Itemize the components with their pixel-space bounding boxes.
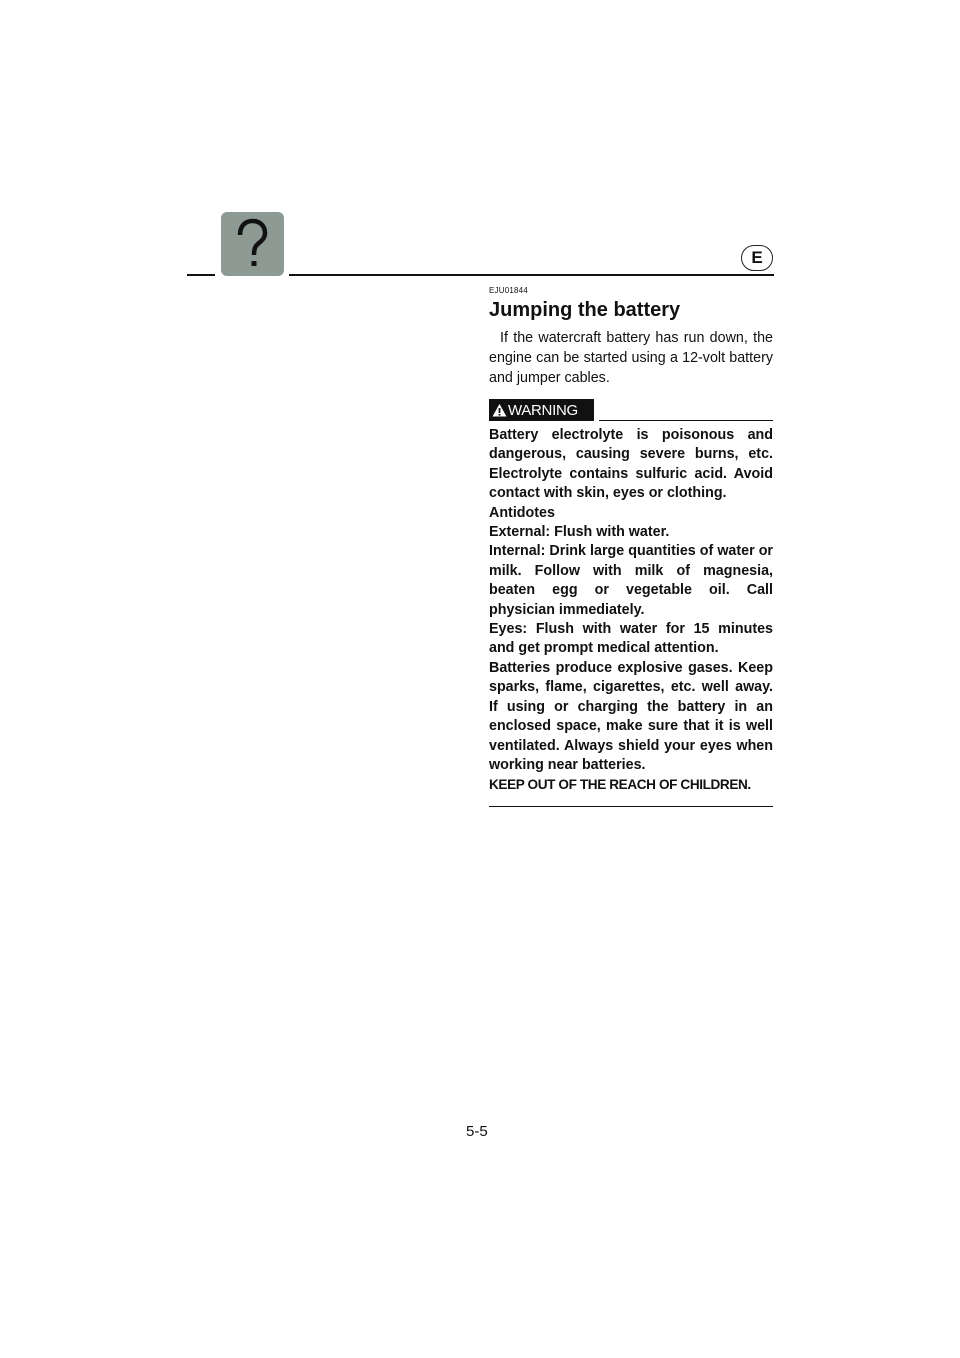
header-rule-right: [289, 274, 774, 276]
warning-line: Batteries produce explosive gases. Keep sparks, flame, cigarettes, etc. well away. If using or charging the battery in an enclosed space, make sure that it is well ventilated. Always shield your eyes when working near batteries.: [489, 659, 773, 773]
warning-line: External: Flush with water.: [489, 524, 670, 541]
warning-line: Battery electrolyte is poisonous and dangerous, causing severe burns, etc. Electrolyte contains sulfuric acid. Avoid contact with skin, eyes or clothing.: [489, 427, 773, 502]
warning-header: [489, 399, 773, 421]
warning-line: Eyes: Flush with water for 15 minutes and get prompt medical attention.: [489, 621, 773, 657]
warning-rule: [599, 420, 773, 421]
question-mark-icon: [221, 212, 284, 276]
warning-label-text: WARNING: [508, 401, 578, 419]
header-rule-left: [187, 274, 215, 276]
warning-triangle-icon: [492, 403, 507, 417]
section-content: [489, 286, 773, 807]
page-number: 5-5: [466, 1123, 488, 1140]
language-badge: [741, 245, 773, 271]
intro-paragraph: If the watercraft battery has run down, the engine can be started using a 12-volt battery and jumper cables.: [489, 330, 773, 386]
warning-bottom-rule: [489, 806, 773, 807]
warning-line: Antidotes: [489, 504, 555, 521]
language-label: E: [751, 248, 763, 267]
warning-label: [489, 399, 594, 421]
section-code: EJU01844: [489, 286, 528, 295]
warning-line: Internal: Drink large quantities of water or milk. Follow with milk of magnesia, beaten egg or vegetable oil. Call physician immediately.: [489, 543, 773, 618]
warning-body: [489, 426, 773, 795]
section-title: Jumping the battery: [489, 299, 681, 321]
warning-line: KEEP OUT OF THE REACH OF CHILDREN.: [489, 777, 751, 793]
